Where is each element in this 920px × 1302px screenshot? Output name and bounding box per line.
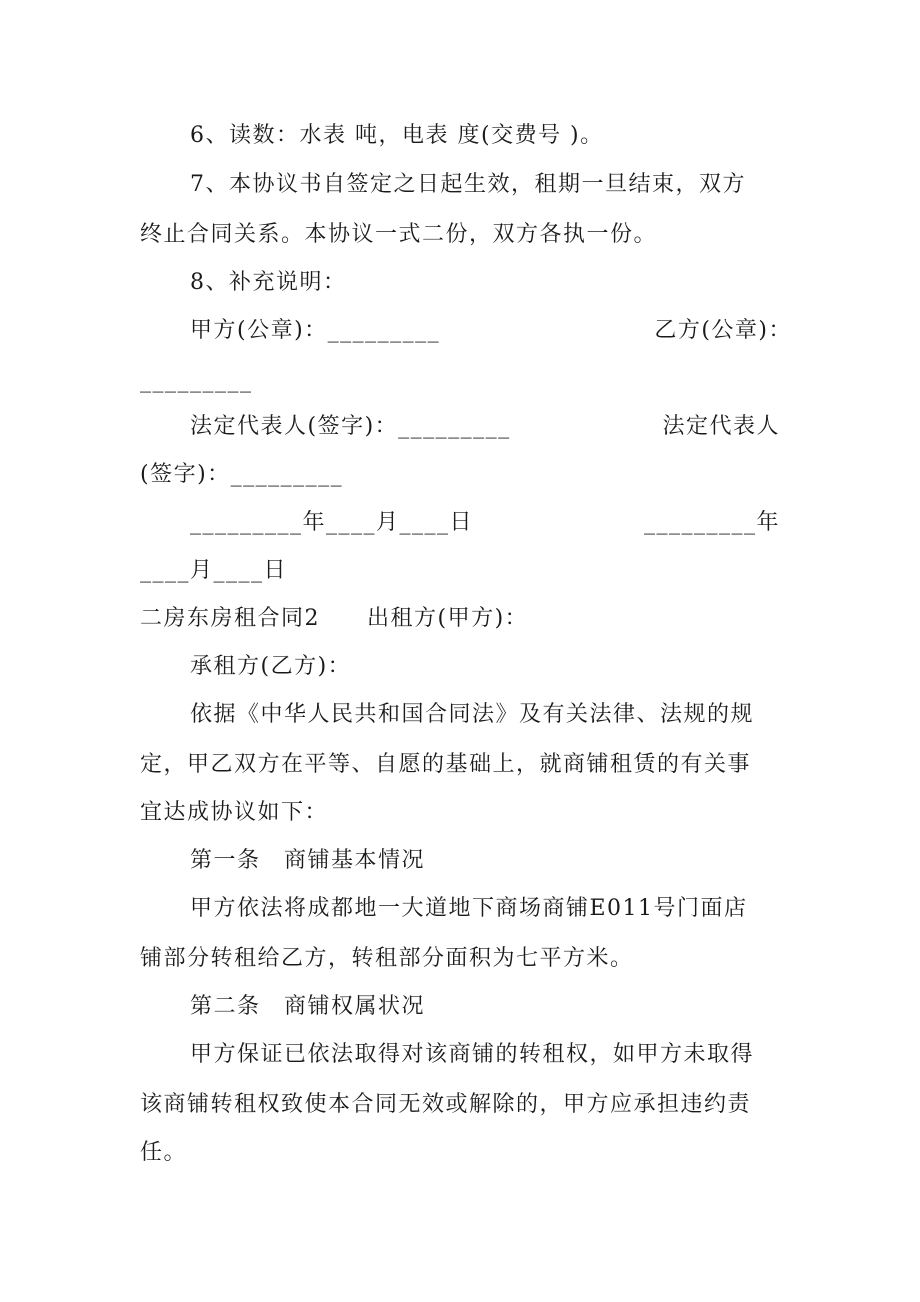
legal-rep-b: 法定代表人 xyxy=(662,414,780,439)
text-line: 终止合同关系。本协议一式二份，双方各执一份。 xyxy=(140,222,658,247)
text-line: 承租方(乙方)： xyxy=(190,654,352,679)
text-line: 甲方依法将成都地一大道地下商场商铺E011号门面店 xyxy=(190,896,748,921)
legal-rep-a: 法定代表人(签字)：_________ xyxy=(190,414,511,439)
date-b-cont: ____月____日 xyxy=(140,558,288,583)
date-b: _________年 xyxy=(643,510,780,535)
blank-line: _________ xyxy=(140,368,253,393)
text-line: 定，甲乙双方在平等、自愿的基础上，就商铺租赁的有关事 xyxy=(140,752,752,777)
text-line: 依据《中华人民共和国合同法》及有关法律、法规的规 xyxy=(190,702,755,727)
text-line: 7、本协议书自签定之日起生效，租期一旦结束，双方 xyxy=(190,172,746,197)
signature-party-b: 乙方(公章)： xyxy=(654,318,792,343)
article-heading: 第二条 商铺权属状况 xyxy=(190,994,426,1019)
text-line: 甲方保证已依法取得对该商铺的转租权，如甲方未取得 xyxy=(190,1042,755,1067)
date-a: _________年____月____日 xyxy=(190,510,474,535)
text-line: 8、补充说明： xyxy=(190,270,347,295)
text-line: 铺部分转租给乙方，转租部分面积为七平方米。 xyxy=(140,946,634,971)
text-line: 宜达成协议如下： xyxy=(140,800,329,825)
legal-rep-b-sign: (签字)：_________ xyxy=(140,462,344,487)
section-title: 二房东房租合同2 出租方(甲方)： xyxy=(140,606,529,631)
text-line: 6、读数：水表 吨，电表 度(交费号 )。 xyxy=(190,123,604,148)
text-line: 该商铺转租权致使本合同无效或解除的，甲方应承担违约责 xyxy=(140,1092,752,1117)
signature-party-a: 甲方(公章)：_________ xyxy=(190,318,441,343)
text-line: 任。 xyxy=(140,1140,188,1165)
article-heading: 第一条 商铺基本情况 xyxy=(190,848,426,873)
